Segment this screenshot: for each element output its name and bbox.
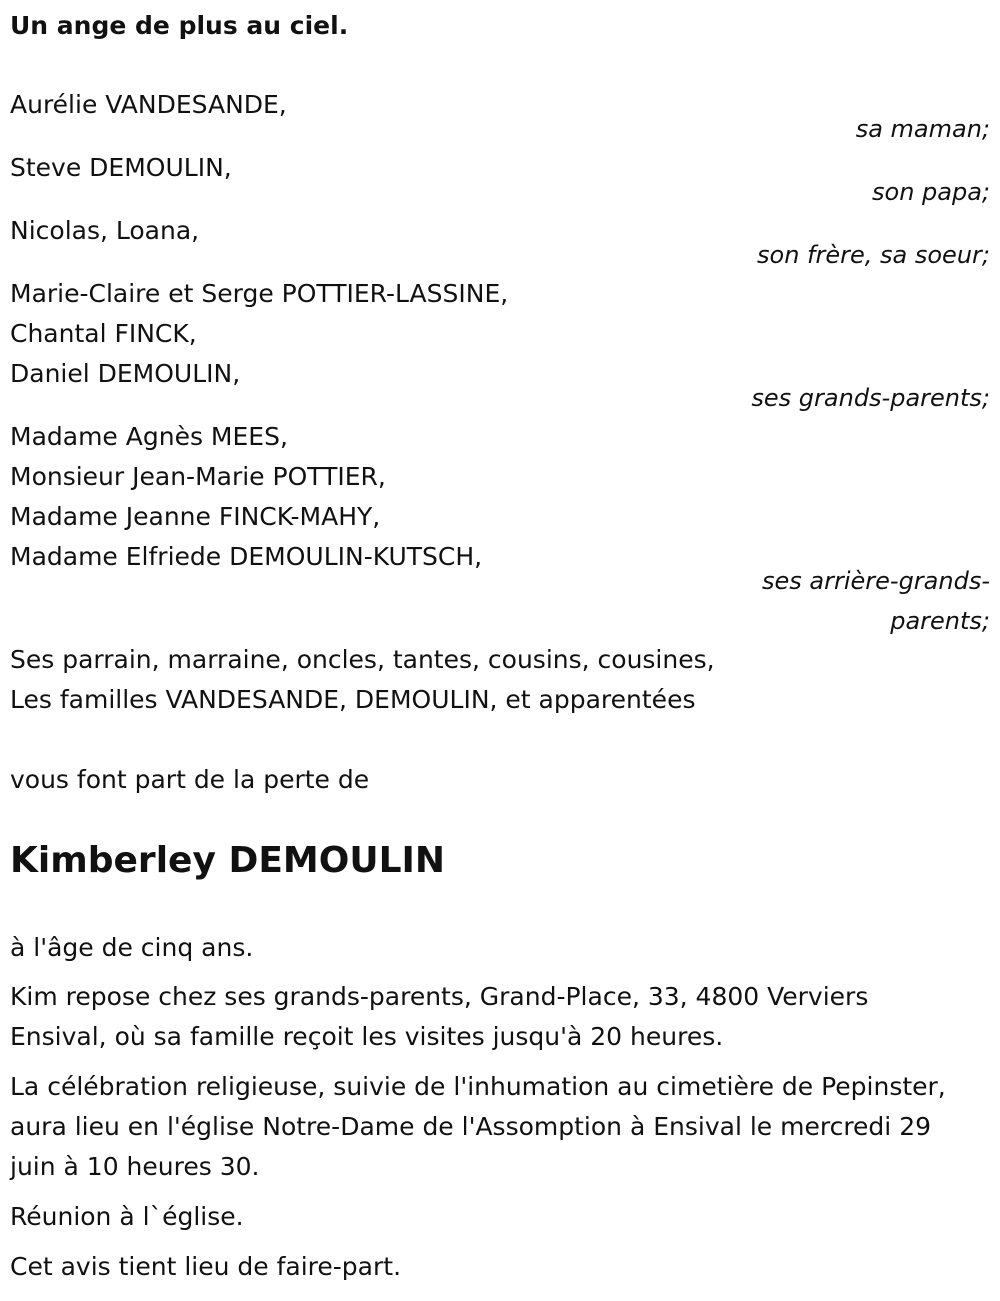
notice-paragraph: Cet avis tient lieu de faire-part. [10,1252,402,1281]
family-role: son papa; [872,178,990,206]
ceremony-paragraph: La célébration religieuse, suivie de l'inhumation au cimetière de Pepinster, aura lieu en l'église Notre-Dame de l'Assomption à Ensival le mercredi 29 juin à 10 heures 30. [10,1072,946,1181]
family-role: ses grands-parents; [751,384,990,412]
family-role: son frère, sa soeur; [757,241,990,269]
family-member: Monsieur Jean-Marie POTTIER, [10,462,386,491]
family-member: Chantal FINCK, [10,319,197,348]
family-member: Madame Agnès MEES, [10,422,288,451]
family-member: Marie-Claire et Serge POTTIER-LASSINE, [10,279,509,308]
visit-paragraph: Kim repose chez ses grands-parents, Grand-Place, 33, 4800 Verviers Ensival, où sa famille reçoit les visites jusqu'à 20 heures. [10,982,869,1051]
family-member: Madame Elfriede DEMOULIN-KUTSCH, [10,542,483,571]
headline: Un ange de plus au ciel. [10,11,349,40]
family-member: Madame Jeanne FINCK-MAHY, [10,502,381,531]
family-role: ses arrière-grands- [762,567,990,595]
family-member: Aurélie VANDESANDE, [10,90,287,119]
family-member: Daniel DEMOULIN, [10,359,241,388]
announcement: vous font part de la perte de [10,765,370,794]
family-role: parents; [890,607,990,635]
age-line: à l'âge de cinq ans. [10,933,254,962]
other-relatives: Les familles VANDESANDE, DEMOULIN, et apparentées [10,685,696,714]
deceased-name: Kimberley DEMOULIN [10,840,446,881]
family-member: Nicolas, Loana, [10,216,200,245]
other-relatives: Ses parrain, marraine, oncles, tantes, cousins, cousines, [10,645,715,674]
meeting-paragraph: Réunion à l`église. [10,1202,244,1231]
family-member: Steve DEMOULIN, [10,153,232,182]
family-role: sa maman; [855,115,990,143]
